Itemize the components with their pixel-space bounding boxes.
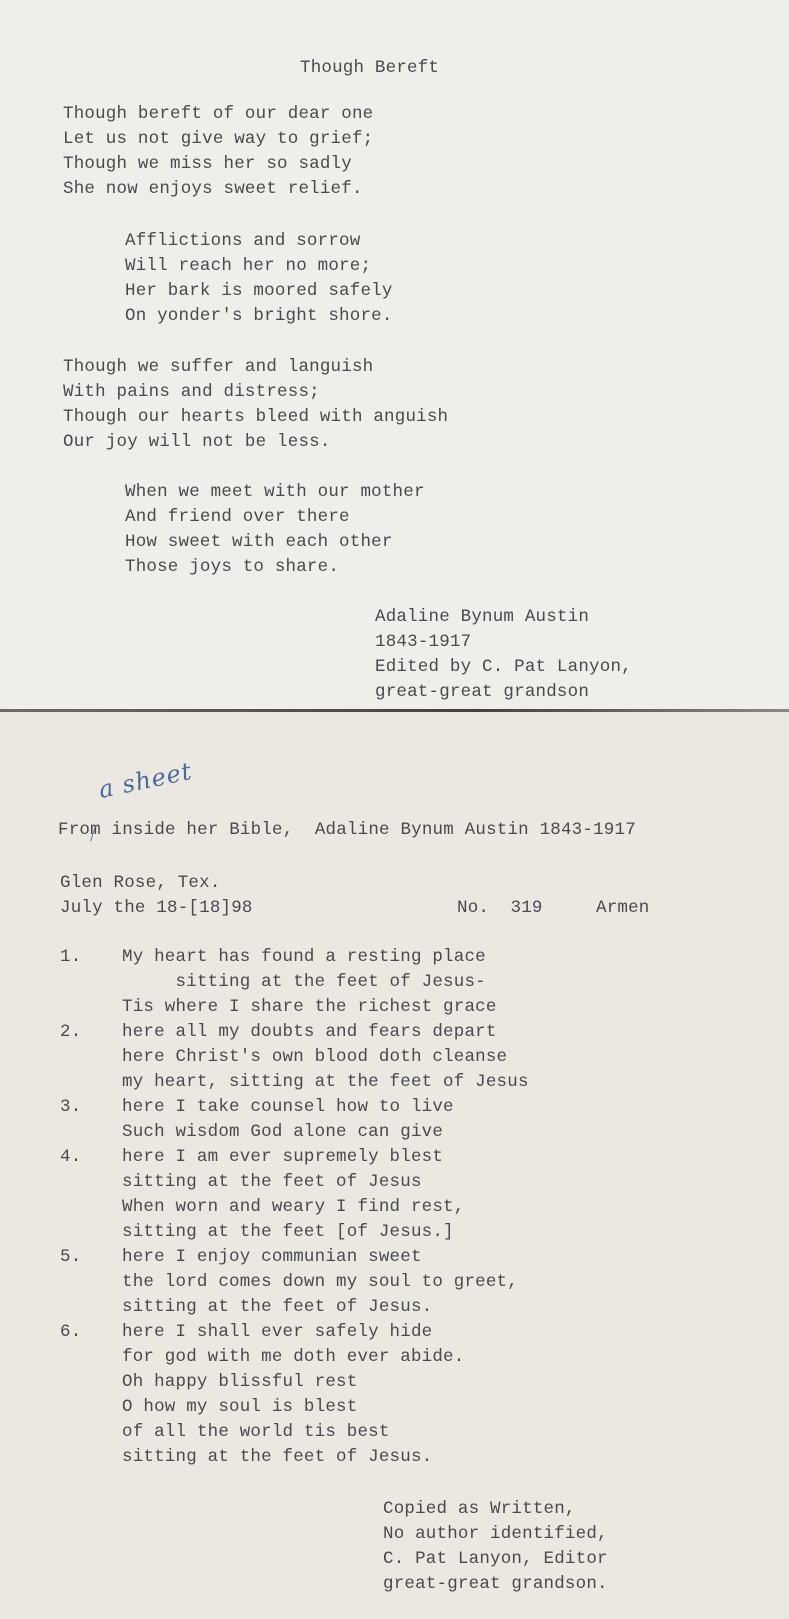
verse-line: for god with me doth ever abide.	[122, 1347, 465, 1367]
verse-line: my heart, sitting at the feet of Jesus	[122, 1072, 529, 1092]
verse-line: here all my doubts and fears depart	[122, 1022, 497, 1042]
signature-line: C. Pat Lanyon, Editor	[383, 1549, 608, 1569]
stanza-line: Though our hearts bleed with anguish	[63, 407, 449, 427]
stanza-line: How sweet with each other	[125, 532, 393, 552]
verse-number: 5.	[60, 1247, 82, 1267]
stanza-line: Though bereft of our dear one	[63, 104, 374, 124]
verse-line: sitting at the feet of Jesus.	[122, 1297, 433, 1317]
handwritten-note: a sheet	[96, 756, 195, 804]
verse-number: 4.	[60, 1147, 82, 1167]
stanza-line: Will reach her no more;	[125, 256, 372, 276]
signature-line: 1843-1917	[375, 632, 472, 652]
stanza-line: When we meet with our mother	[125, 482, 425, 502]
verse-line: here I shall ever safely hide	[122, 1322, 433, 1342]
place-line: Glen Rose, Tex.	[60, 873, 221, 893]
verse-line: here I am ever supremely blest	[122, 1147, 444, 1167]
verse-line: of all the world tis best	[122, 1422, 390, 1442]
stanza-line: And friend over there	[125, 507, 350, 527]
stanza-line: Her bark is moored safely	[125, 281, 393, 301]
verse-line: When worn and weary I find rest,	[122, 1197, 465, 1217]
signature-line: great-great grandson.	[383, 1574, 608, 1594]
verse-line: sitting at the feet of Jesus.	[122, 1447, 433, 1467]
verse-line: sitting at the feet of Jesus-	[122, 972, 486, 992]
signature-line: No author identified,	[383, 1524, 608, 1544]
stanza-line: With pains and distress;	[63, 382, 320, 402]
stanza-line: Our joy will not be less.	[63, 432, 331, 452]
verse-number: 6.	[60, 1322, 82, 1342]
stanza-line: Afflictions and sorrow	[125, 231, 361, 251]
stanza-line: Though we suffer and languish	[63, 357, 374, 377]
verse-line: sitting at the feet of Jesus	[122, 1172, 422, 1192]
source-line: From inside her Bible, Adaline Bynum Austin 1843-1917	[58, 820, 636, 840]
verse-line: here Christ's own blood doth cleanse	[122, 1047, 508, 1067]
verse-line: Such wisdom God alone can give	[122, 1122, 444, 1142]
verse-number: 2.	[60, 1022, 82, 1042]
stanza-line: She now enjoys sweet relief.	[63, 179, 363, 199]
verse-number: 1.	[60, 947, 82, 967]
verse-line: O how my soul is blest	[122, 1397, 358, 1417]
signature-line: great-great grandson	[375, 682, 590, 702]
poem-title: Though Bereft	[300, 58, 440, 78]
stanza-line: Those joys to share.	[125, 557, 340, 577]
verse-line: here I take counsel how to live	[122, 1097, 454, 1117]
stanza-line: Though we miss her so sadly	[63, 154, 352, 174]
stanza-line: On yonder's bright shore.	[125, 306, 393, 326]
verse-line: here I enjoy communian sweet	[122, 1247, 422, 1267]
verse-line: My heart has found a resting place	[122, 947, 486, 967]
hymn-number: No. 319	[457, 898, 543, 918]
hymn-tune: Armen	[596, 898, 650, 918]
stanza-line: Let us not give way to grief;	[63, 129, 374, 149]
signature-line: Adaline Bynum Austin	[375, 607, 590, 627]
verse-line: Oh happy blissful rest	[122, 1372, 358, 1392]
signature-line: Copied as Written,	[383, 1499, 576, 1519]
verse-line: Tis where I share the richest grace	[122, 997, 497, 1017]
date-line: July the 18-[18]98	[60, 898, 253, 918]
verse-number: 3.	[60, 1097, 82, 1117]
verse-line: sitting at the feet [of Jesus.]	[122, 1222, 454, 1242]
poem-sheet-top	[0, 0, 789, 712]
signature-line: Edited by C. Pat Lanyon,	[375, 657, 632, 677]
verse-line: the lord comes down my soul to greet,	[122, 1272, 518, 1292]
